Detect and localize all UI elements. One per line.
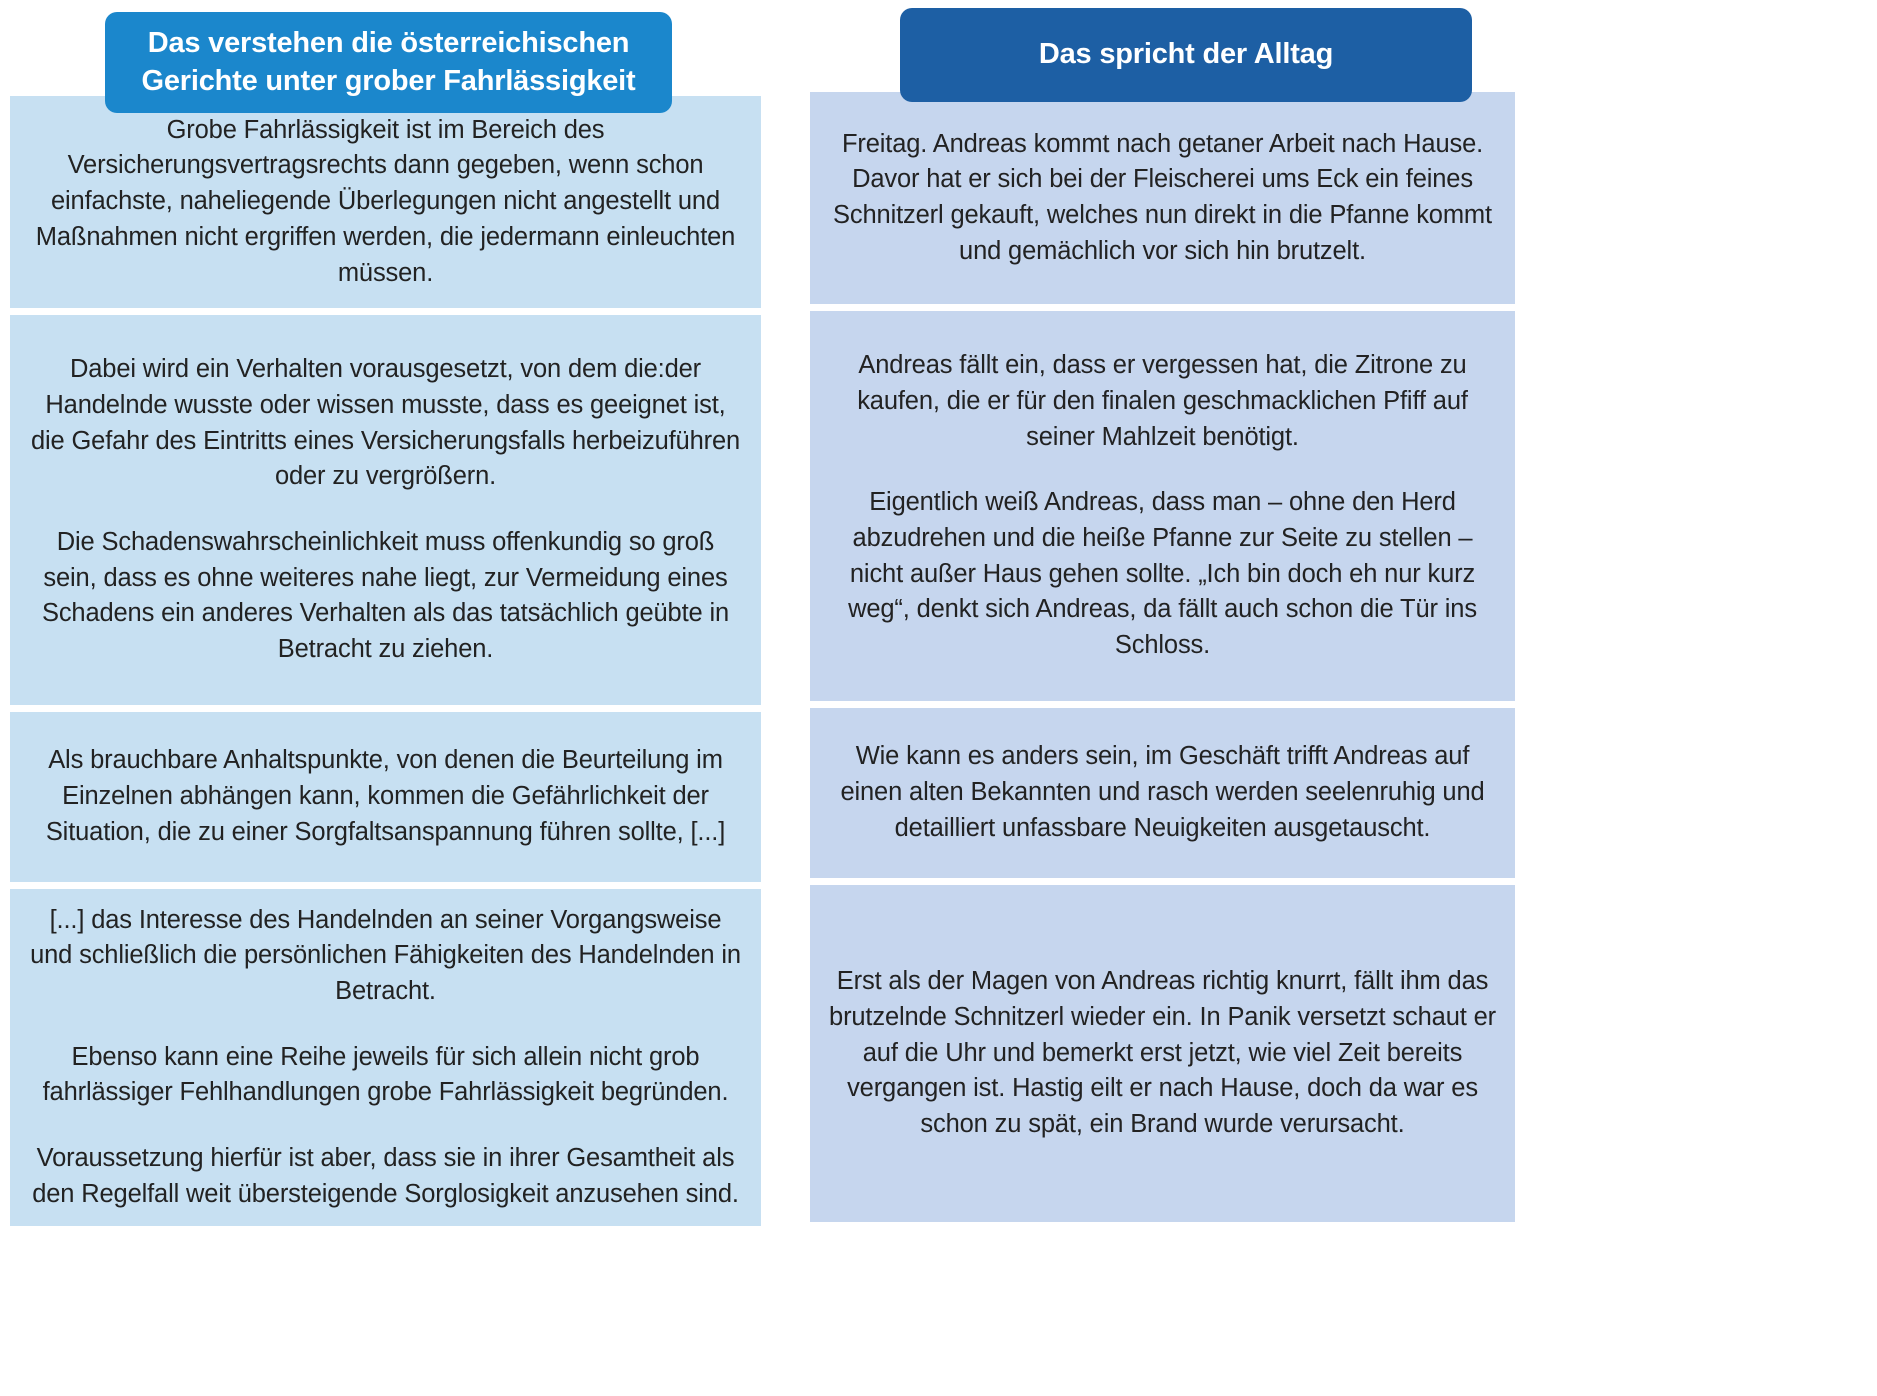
left-block-4 — [10, 889, 761, 1226]
left-block-2-paragraph-1: Dabei wird ein Verhalten vorausgesetzt, von dem die:der Handelnde wusste oder wissen musste, dass es geeignet ist, die Gefahr des Eintritts eines Versicherungsfalls herbeizuführen oder zu vergrößern. — [30, 355, 741, 491]
right-block-3 — [810, 708, 1515, 878]
right-block-2-paragraph-2: Eigentlich weiß Andreas, dass man – ohne den Herd abzudrehen und die heiße Pfanne zur Seite zu stellen – nicht außer Haus gehen sollte. „Ich bin doch eh nur kurz weg“, denkt sich Andreas, da fällt auch schon die Tür ins Schloss. — [848, 488, 1477, 660]
right-block-2 — [810, 311, 1515, 701]
right-block-2-paragraph-1: Andreas fällt ein, dass er vergessen hat, die Zitrone zu kaufen, die er für den finalen geschmacklichen Pfiff auf seiner Mahlzeit benötigt. — [857, 351, 1468, 451]
left-block-3-paragraph-1: Als brauchbare Anhaltspunkte, von denen die Beurteilung im Einzelnen abhängen kann, kommen die Gefährlichkeit der Situation, die zu einer Sorgfaltsanspannung führen sollte, [...] — [45, 746, 726, 846]
left-block-1-paragraph-1: Grobe Fahrlässigkeit ist im Bereich des Versicherungsvertragsrechts dann gegeben, wenn schon einfachste, naheliegende Überlegungen nicht angestellt und Maßnahmen nicht ergriffen werden, die jedermann einleuchten müssen. — [35, 115, 736, 287]
right-column-header-label: Das spricht der Alltag — [1038, 38, 1334, 71]
left-block-3 — [10, 712, 761, 882]
left-block-2 — [10, 315, 761, 705]
right-block-4-paragraph-1: Erst als der Magen von Andreas richtig knurrt, fällt ihm das brutzelnde Schnitzerl wieder ein. In Panik versetzt schaut er auf die Uhr und bemerkt erst jetzt, wie viel Zeit bereits vergangen ist. Hastig eilt er nach Hause, doch da war es schon zu spät, ein Brand wurde verursacht. — [829, 967, 1496, 1139]
left-column-header — [105, 12, 672, 113]
right-block-3-paragraph-1: Wie kann es anders sein, im Geschäft trifft Andreas auf einen alten Bekannten und rasch werden seelenruhig und detailliert unfassbare Neuigkeiten ausgetauscht. — [840, 742, 1485, 842]
left-column — [10, 96, 761, 1226]
left-block-4-paragraph-1: [...] das Interesse des Handelnden an seiner Vorgangsweise und schließlich die persönlichen Fähigkeiten des Handelnden in Betracht. — [30, 905, 741, 1005]
right-column — [810, 92, 1515, 1222]
left-block-4-paragraph-3: Voraussetzung hierfür ist aber, dass sie in ihrer Gesamtheit als den Regelfall weit übersteigende Sorglosigkeit anzusehen sind. — [32, 1144, 739, 1208]
left-column-header-label: Das verstehen die österreichischen Gerichte unter grober Fahrlässigkeit — [141, 26, 636, 97]
right-block-1-paragraph-1: Freitag. Andreas kommt nach getaner Arbeit nach Hause. Davor hat er sich bei der Fleischerei ums Eck ein feines Schnitzerl gekauft, welches nun direkt in die Pfanne kommt und gemächlich vor sich hin brutzelt. — [833, 129, 1492, 265]
right-column-header — [900, 8, 1472, 102]
left-block-2-paragraph-2: Die Schadenswahrscheinlichkeit muss offenkundig so groß sein, dass es ohne weiteres nahe liegt, zur Vermeidung eines Schadens ein anderes Verhalten als das tatsächlich geübte in Betracht zu ziehen. — [41, 528, 730, 664]
left-block-4-paragraph-2: Ebenso kann eine Reihe jeweils für sich allein nicht grob fahrlässiger Fehlhandlungen grobe Fahrlässigkeit begründen. — [42, 1042, 729, 1107]
right-block-1 — [810, 92, 1515, 304]
right-block-4 — [810, 885, 1515, 1222]
left-block-1 — [10, 96, 761, 308]
